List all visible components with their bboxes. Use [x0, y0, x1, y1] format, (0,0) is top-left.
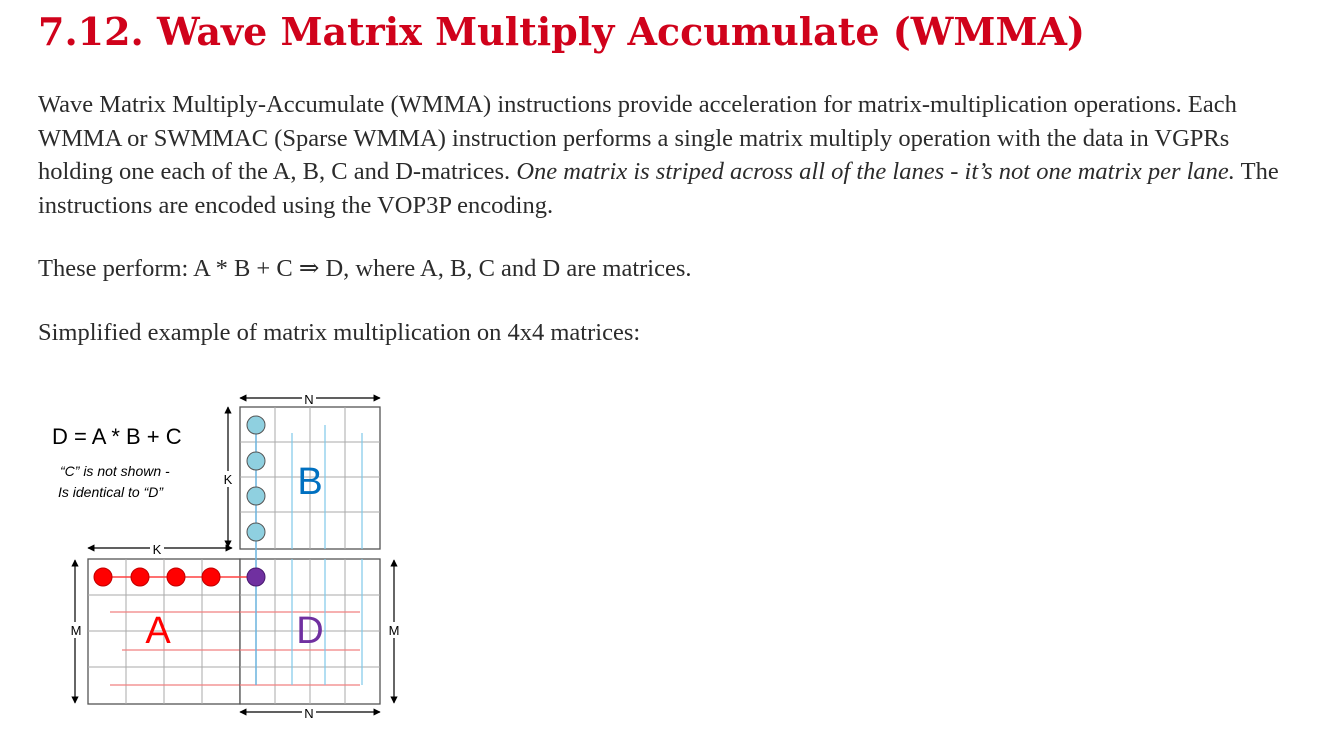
intro-text: Wave Matrix Multiply-Accumulate (WMMA) instructions provide acceleration for matrix-multiplication operations. Each WMMA or SWMMAC (Sparse WMMA) instruction performs a single matrix multiply operation with the data in VGPRs holding one each of the A, B, C and D-matrices. — [38, 91, 1237, 185]
note-line-2: Is identical to “D” — [58, 484, 164, 500]
a-row-dot-2 — [131, 568, 149, 586]
intro-end-text: The instructions are encoded using the VOP3P encoding. — [38, 158, 1279, 219]
matrix-b-label: B — [297, 461, 323, 503]
b-k-label: K — [223, 472, 233, 487]
top-n-label: N — [304, 392, 314, 407]
b-column-dot-3 — [247, 487, 265, 505]
example-paragraph: Simplified example of matrix multiplication on 4x4 matrices: — [38, 319, 641, 346]
a-row-dot-3 — [167, 568, 185, 586]
wmma-diagram — [40, 385, 410, 730]
d-result-dot — [247, 568, 265, 586]
b-column-dot-4 — [247, 523, 265, 541]
page-title: 7.12. Wave Matrix Multiply Accumulate (WMMA) — [38, 9, 1085, 54]
wmma-diagram-svg — [40, 385, 410, 725]
note-line-1: “C” is not shown - — [60, 463, 170, 479]
right-m-label: M — [388, 623, 400, 638]
a-k-label: K — [152, 542, 162, 557]
intro-paragraph — [38, 88, 1288, 222]
matrix-a-label: A — [145, 610, 171, 652]
b-column-dot-1 — [247, 416, 265, 434]
a-row-dot-4 — [202, 568, 220, 586]
equation-label: D = A * B + C — [52, 424, 182, 449]
intro-italic-text: One matrix is striped across all of the lanes - it’s not one matrix per lane. — [516, 158, 1235, 185]
a-row-dot-1 — [94, 568, 112, 586]
matrix-d-label: D — [296, 610, 324, 652]
bottom-n-label: N — [304, 706, 314, 721]
b-column-dot-2 — [247, 452, 265, 470]
formula-paragraph: These perform: A * B + C ⇒ D, where A, B, C and D are matrices. — [38, 255, 692, 282]
left-m-label: M — [70, 623, 82, 638]
